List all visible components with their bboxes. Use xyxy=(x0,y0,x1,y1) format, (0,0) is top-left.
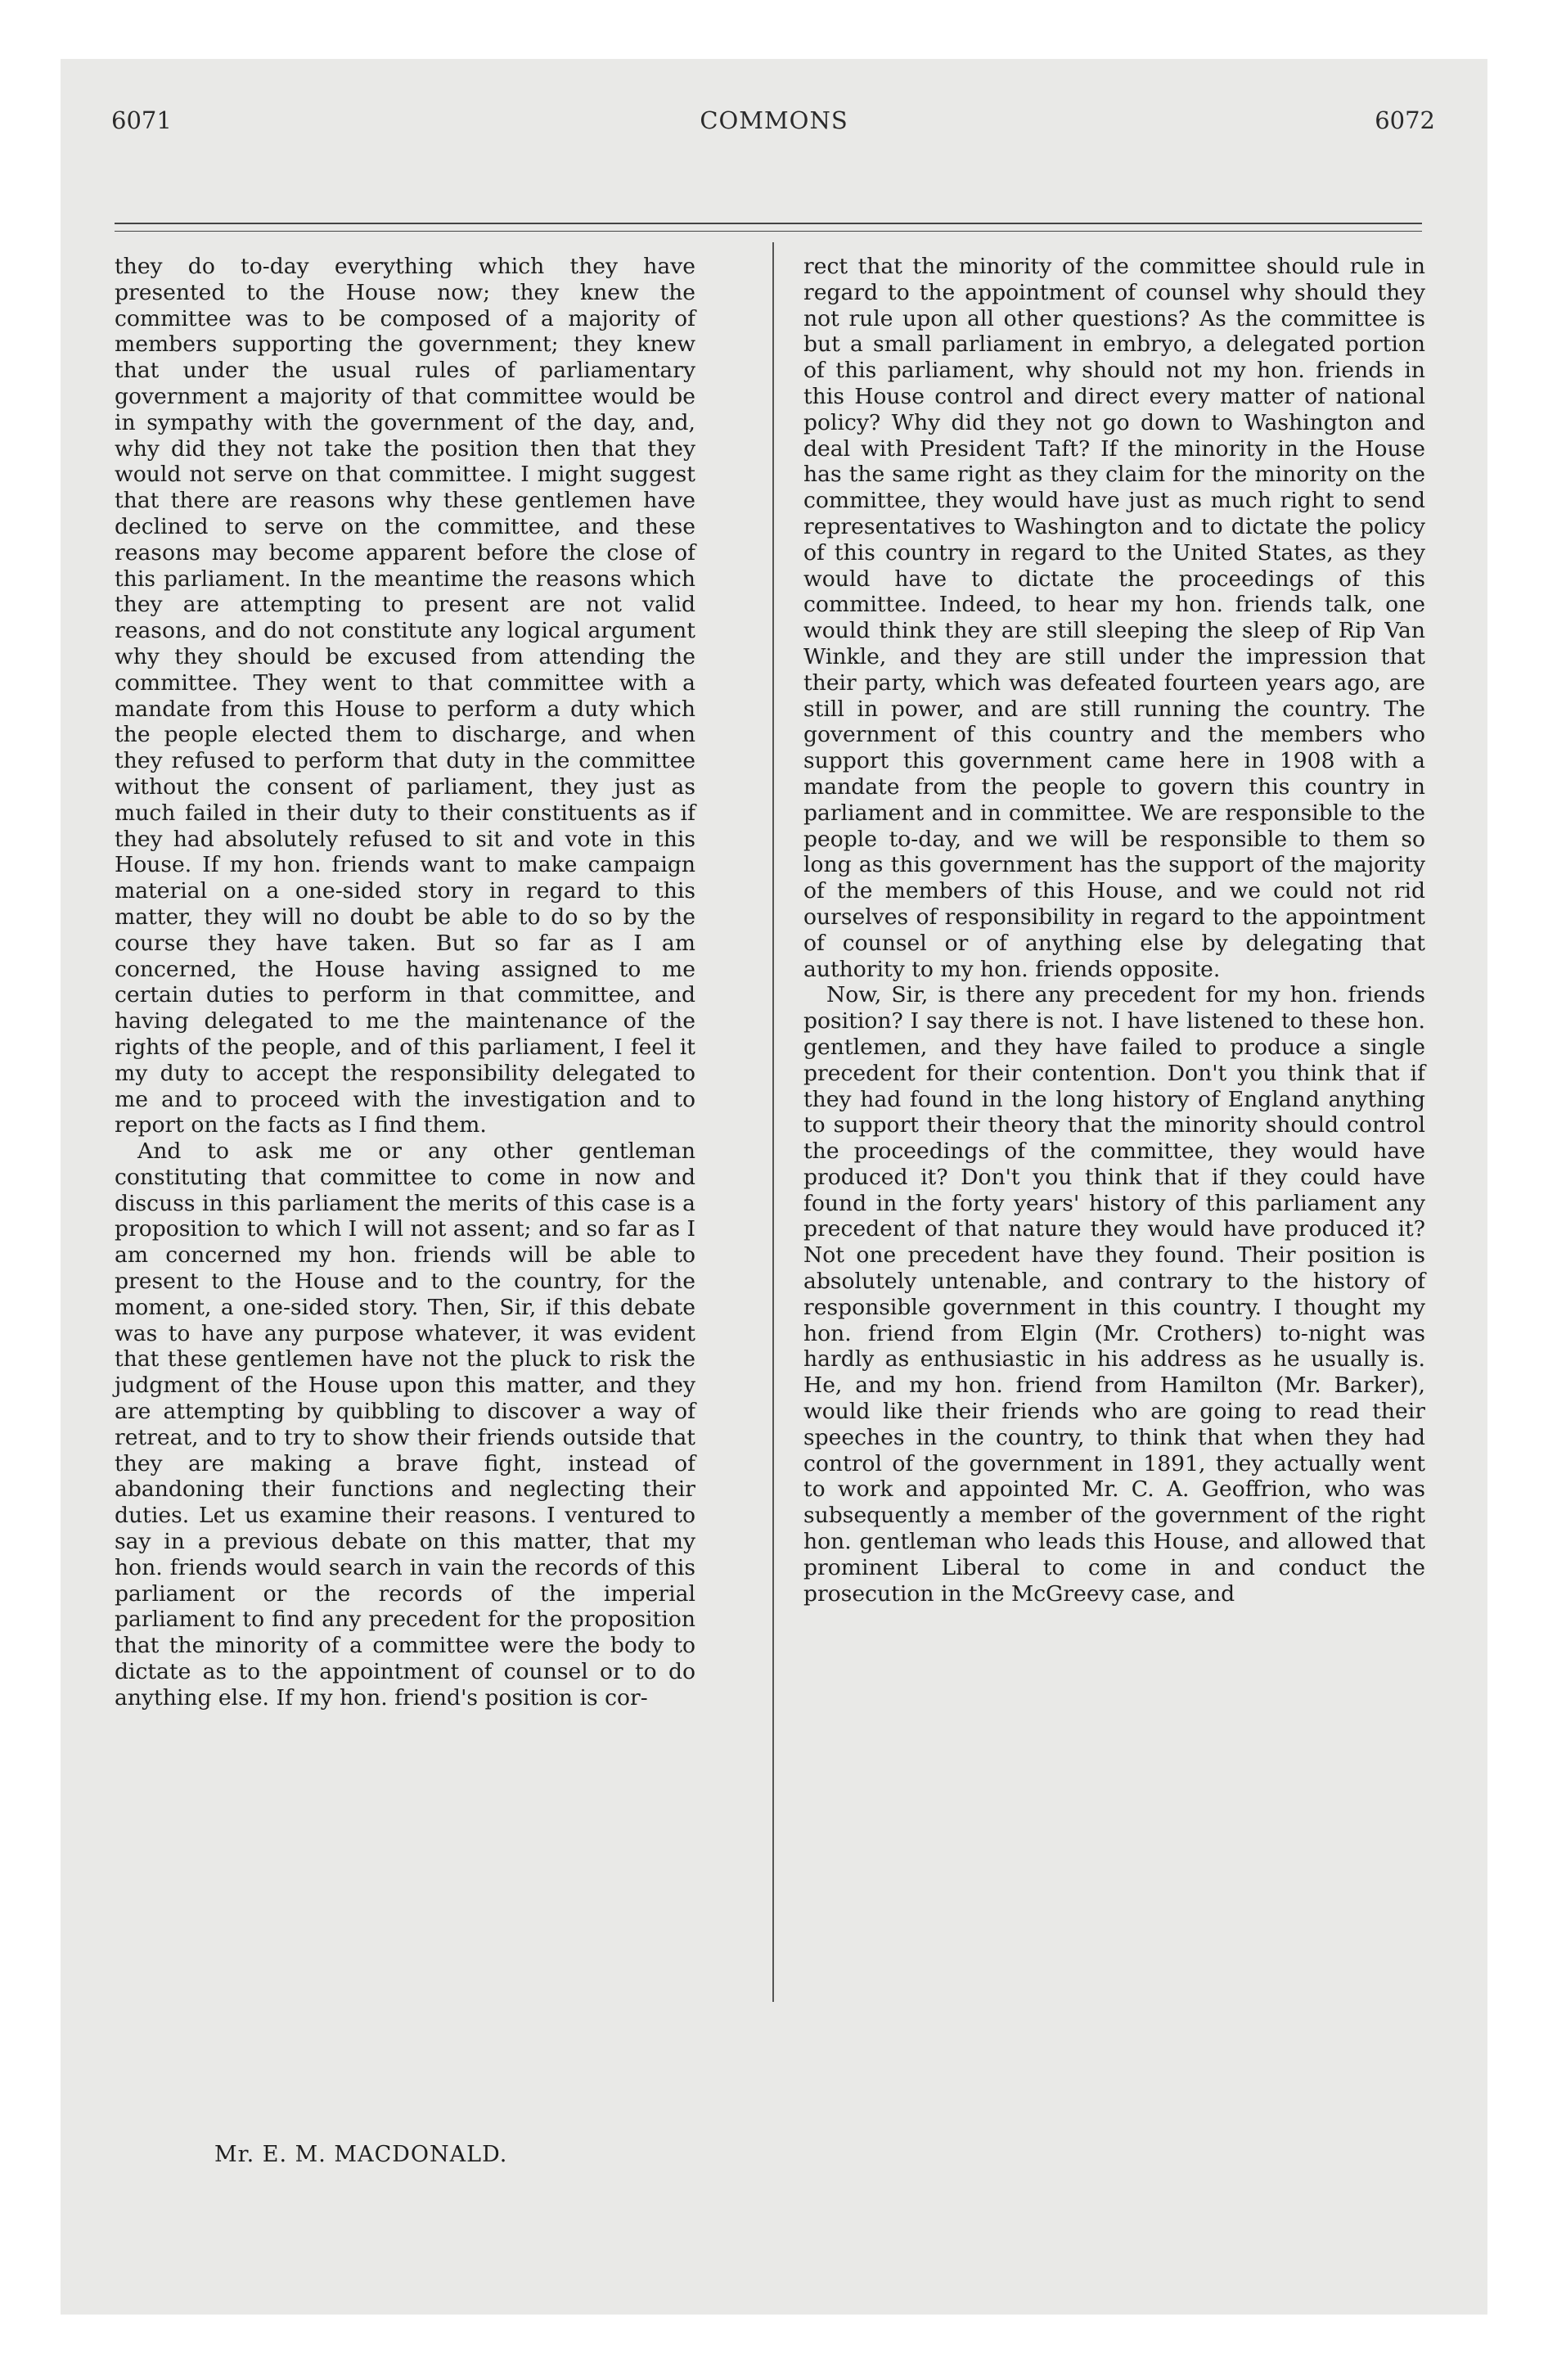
speaker-footer: Mr. E. M. MACDONALD. xyxy=(214,2142,508,2167)
page-number-left: 6071 xyxy=(111,106,172,134)
header-rule-thin xyxy=(115,231,1422,232)
left-paragraph-1: they do to-day everything which they have presented to the House now; they knew the committee was to be composed of a majority of members supporting the government; they knew that under the usual rules of parliamentary government a majority of that committee would be in sympathy with the government of the day, and, why did they not take the position then that they would not serve on that committee. I might suggest that there are reasons why these gentlemen have declined to serve on the committee, and these reasons may become apparent before the close of this parliament. In the meantime the reasons which they are attempting to present are not valid reasons, and do not constitute any logical argument why they should be excused from attending the committee. They went to that committee with a mandate from this House to perform a duty which the people elected them to discharge, and when they refused to perform that duty in the committee without the consent of parliament, they just as much failed in their duty to their constituents as if they had absolutely refused to sit and vote in this House. If my hon. friends want to make campaign material on a one-sided story in regard to this matter, they will no doubt be able to do so by the course they have taken. But so far as I am concerned, the House having assigned to me certain duties to perform in that committee, and having delegated to me the maintenance of the rights of the people, and of this parliament, I feel it my duty to accept the responsibility delegated to me and to proceed with the investigation and to report on the facts as I find them. xyxy=(115,254,695,1138)
right-column xyxy=(803,254,1425,1607)
right-paragraph-2: Now, Sir, is there any precedent for my hon. friends position? I say there is not. I have listened to these hon. gentlemen, and they have failed to produce a single precedent for their contention. Don't you think that if they had found in the long history of England anything to support their theory that the minority should control the proceedings of the committee, they would have produced it? Don't you think that if they could have found in the forty years' history of this parliament any precedent of that nature they would have produced it? Not one precedent have they found. Their position is absolutely untenable, and contrary to the history of responsible government in this country. I thought my hon. friend from Elgin (Mr. Crothers) to-night was hardly as enthusiastic in his address as he usually is. He, and my hon. friend from Hamilton (Mr. Barker), would like their friends who are going to read their speeches in the country, to think that when they had control of the government in 1891, they actually went to work and appointed Mr. C. A. Geoffrion, who was subsequently a member of the government of the right hon. gentleman who leads this House, and allowed that prominent Liberal to come in and conduct the prosecution in the McGreevy case, and xyxy=(803,982,1425,1607)
left-paragraph-2: And to ask me or any other gentleman constituting that committee to come in now and discuss in this parliament the merits of this case is a proposition to which I will not assent; and so far as I am concerned my hon. friends will be able to present to the House and to the country, for the moment, a one-sided story. Then, Sir, if this debate was to have any purpose whatever, it was evident that these gentlemen have not the pluck to risk the judgment of the House upon this matter, and they are attempting by quibbling to discover a way of retreat, and to try to show their friends outside that they are making a brave fight, instead of abandoning their functions and neglecting their duties. Let us examine their reasons. I ventured to say in a previous debate on this matter, that my hon. friends would search in vain the records of this parliament or the records of the imperial parliament to find any precedent for the proposition that the minority of a committee were the body to dictate as to the appointment of counsel or to do anything else. If my hon. friend's position is cor- xyxy=(115,1138,695,1711)
left-column xyxy=(115,254,695,1711)
right-paragraph-1: rect that the minority of the committee should rule in regard to the appointment of counsel why should they not rule upon all other questions? As the committee is but a small parliament in embryo, a delegated portion of this parliament, why should not my hon. friends in this House control and direct every matter of national policy? Why did they not go down to Washington and deal with President Taft? If the minority in the House has the same right as they claim for the minority on the committee, they would have just as much right to send representatives to Washington and to dictate the policy of this country in regard to the United States, as they would have to dictate the proceedings of this committee. Indeed, to hear my hon. friends talk, one would think they are still sleeping the sleep of Rip Van Winkle, and they are still under the impression that their party, which was defeated fourteen years ago, are still in power, and are still running the country. The government of this country and the members who support this government came here in 1908 with a mandate from the people to govern this country in parliament and in committee. We are responsible to the people to-day, and we will be responsible to them so long as this government has the support of the majority of the members of this House, and we could not rid ourselves of responsibility in regard to the appointment of counsel or of anything else by delegating that authority to my hon. friends opposite. xyxy=(803,254,1425,982)
running-header xyxy=(0,106,1548,147)
page-number-right: 6072 xyxy=(1375,106,1435,134)
header-rule-thick xyxy=(115,223,1422,224)
column-divider xyxy=(772,242,774,2002)
running-title: COMMONS xyxy=(700,106,848,134)
